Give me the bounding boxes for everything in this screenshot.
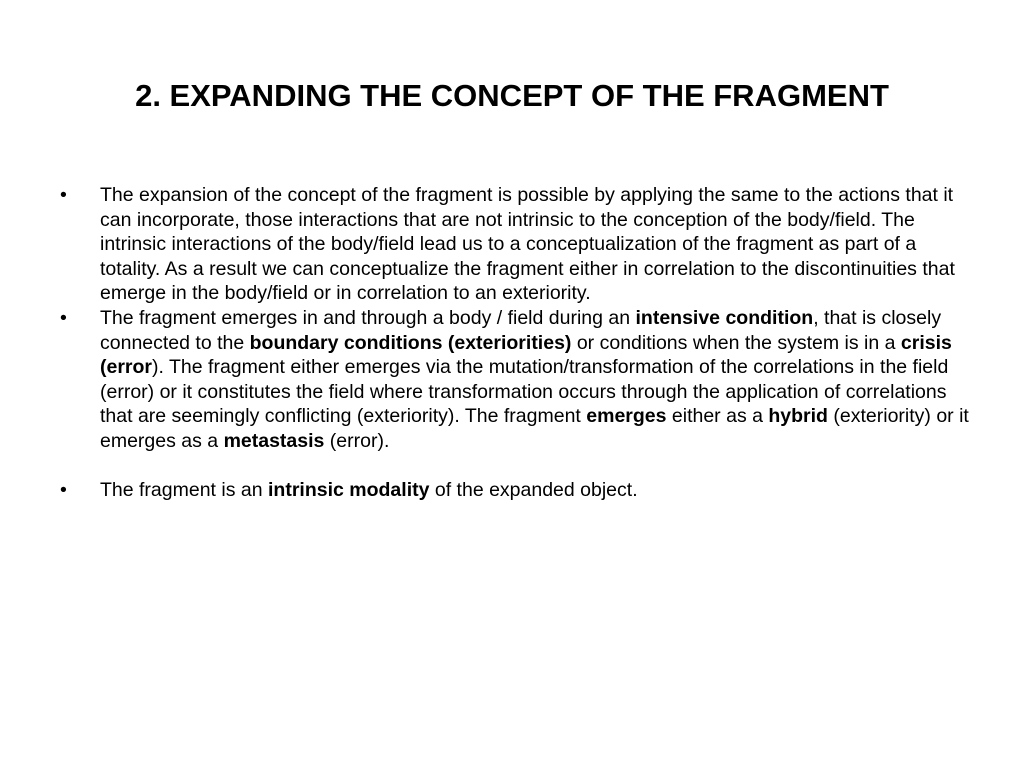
bullet-item-3 [54, 478, 969, 503]
bullet-text: either as a [666, 405, 769, 428]
bullet-text: ). The fragment either emerges via the mutation/transformation of the correlations in the field (error) or it constitutes the field where transformation occurs through the application of correlations that are seemingly conflicting (exteriority). The fragment [100, 356, 949, 428]
bullet-text: The expansion of the concept of the fragment is possible by applying the same to the actions that it can incorporate, those interactions that are not intrinsic to the conception of the body/field. The intrinsic interactions of the body/field lead us to a conceptualization of the fragment as part of a totality. As a result we can conceptualize the fragment either in correlation to the discontinuities that emerge in the body/field or in correlation to an exteriority. [100, 184, 955, 305]
bullet-text: The fragment is an [100, 478, 268, 501]
bullet-marker: • [60, 184, 67, 206]
bullet-text: The fragment emerges in and through a body / field during an [100, 306, 636, 329]
bold-term-emerges: emerges [586, 405, 667, 428]
bold-term-intrinsic-modality: intrinsic modality [268, 478, 430, 501]
bold-term-boundary-conditions: boundary conditions (exteriorities) [249, 331, 572, 354]
bullet-text: (error). [324, 429, 390, 452]
bullet-item-2 [54, 306, 969, 454]
bullet-item-1 [54, 183, 969, 306]
bullet-text: or conditions when the system is in a [571, 331, 901, 354]
bullet-marker: • [60, 306, 67, 329]
bold-term-intensive-condition: intensive condition [635, 306, 814, 329]
bullet-list [54, 183, 969, 502]
bullet-marker: • [60, 478, 67, 501]
bullet-text: (exteriority) or it emerges as a [100, 405, 969, 452]
bullet-text: , that is closely connected to the [100, 306, 942, 354]
bold-term-hybrid: hybrid [768, 405, 828, 428]
bullet-text: of the expanded object. [429, 478, 638, 501]
slide-title: 2. EXPANDING THE CONCEPT OF THE FRAGMENT [135, 78, 889, 113]
bold-term-crisis: crisis (error [100, 331, 952, 379]
bold-term-metastasis: metastasis [223, 429, 325, 452]
